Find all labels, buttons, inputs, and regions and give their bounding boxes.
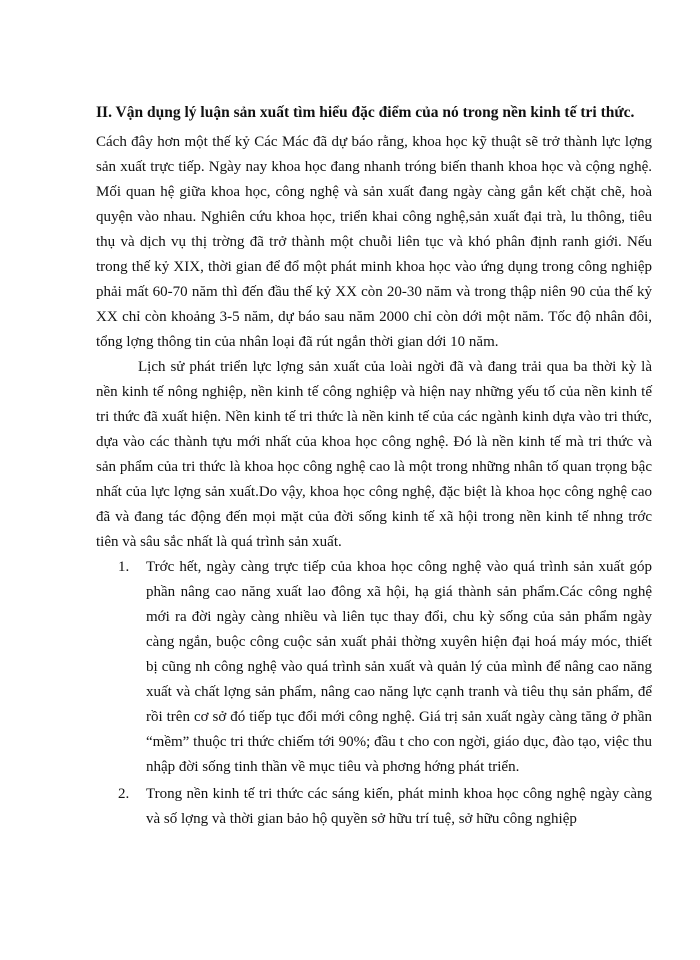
list-item bbox=[96, 782, 652, 832]
list-item-text: Trong nền kinh tế tri thức các sáng kiến, phát minh khoa học công nghệ ngày càng và số lợng và thời gian bảo hộ quyền sở hữu trí tuệ, sở hữu công nghiệp bbox=[146, 786, 652, 827]
section-heading: II. Vận dụng lý luận sản xuất tìm hiểu đặc điểm của nó trong nền kinh tế tri thức. bbox=[96, 104, 635, 121]
paragraph-2: Lịch sử phát triển lực lợng sản xuất của loài ngời đã và đang trải qua ba thời kỳ là nền kinh tế nông nghiệp, nền kinh tế công nghiệp và hiện nay những yếu tố của nền kinh tế tri thức đã xuất hiện. Nền kinh tế tri thức là nền kinh tế của các ngành kinh dựa vào tri thức, dựa vào các thành tựu mới nhất của khoa học công nghệ. Đó là nền kinh tế mà tri thức và sản phẩm của tri thức là khoa học công nghệ cao là một trong những nhân tố quan trọng bậc nhất của lực lợng sản xuất.Do vậy, khoa học công nghệ, đặc biệt là khoa học công nghệ cao đã và đang tác động đến mọi mặt của đời sống kinh tế xã hội trong nền kinh tế nhng trớc tiên và sâu sắc nhất là quá trình sản xuất. bbox=[96, 359, 652, 550]
document-page bbox=[96, 100, 652, 832]
list-item-number: 2. bbox=[118, 786, 130, 802]
paragraph-1: Cách đây hơn một thế kỷ Các Mác đã dự báo rằng, khoa học kỹ thuật sẽ trở thành lực lợng sản xuất trực tiếp. Ngày nay khoa học đang nhanh tróng biến thanh khoa học và cộng nghệ. Mối quan hệ giữa khoa học, công nghệ và sản xuất đang ngày càng gắn kết chặt chẽ, hoà quyện vào nhau. Nghiên cứu khoa học, triển khai công nghệ,sản xuất đại trà, lu thông, tiêu thụ và dịch vụ thị trờng đã trở thành một chuỗi liên tục và khó phân định ranh giới. Nếu trong thế kỷ XIX, thời gian để đổ một phát minh khoa học vào ứng dụng trong công nghiệp phải mất 60-70 năm thì đến đầu thế kỷ XX còn 20-30 năm và trong thập niên 90 của thế kỷ XX chỉ còn khoảng 3-5 năm, dự báo sau năm 2000 chỉ còn dới một năm. Tốc độ nhân đôi, tổng lợng thông tin của nhân loại đã rút ngắn thời gian dới 10 năm. bbox=[96, 134, 652, 350]
numbered-list bbox=[96, 555, 652, 832]
list-item bbox=[96, 555, 652, 780]
list-item-number: 1. bbox=[118, 559, 130, 575]
list-item-text: Trớc hết, ngày càng trực tiếp của khoa học công nghệ vào quá trình sản xuất góp phần nâng cao năng xuất lao đông xã hội, hạ giá thành sản phẩm.Các công nghệ mới ra đời ngày càng nhiều và liên tục thay đổi, chu kỳ sống của sản phẩm ngày càng ngắn, buộc công cuộc sản xuất phải thờng xuyên hiện đại hoá máy móc, thiết bị cũng nh công nghệ vào quá trình sản xuất và quản lý của mình để nâng cao năng xuất và chất lợng sản phẩm, nâng cao năng lực cạnh tranh và tiêu thụ sản phẩm, để rồi trên cơ sở đó tiếp tục đổi mới công nghệ. Giá trị sản xuất ngày càng tăng ở phần “mềm” thuộc tri thức chiếm tới 90%; đầu t cho con ngời, giáo dục, đào tạo, việc thu nhập đời sống tinh thần về mục tiêu và phơng hớng phát triển. bbox=[146, 559, 652, 775]
